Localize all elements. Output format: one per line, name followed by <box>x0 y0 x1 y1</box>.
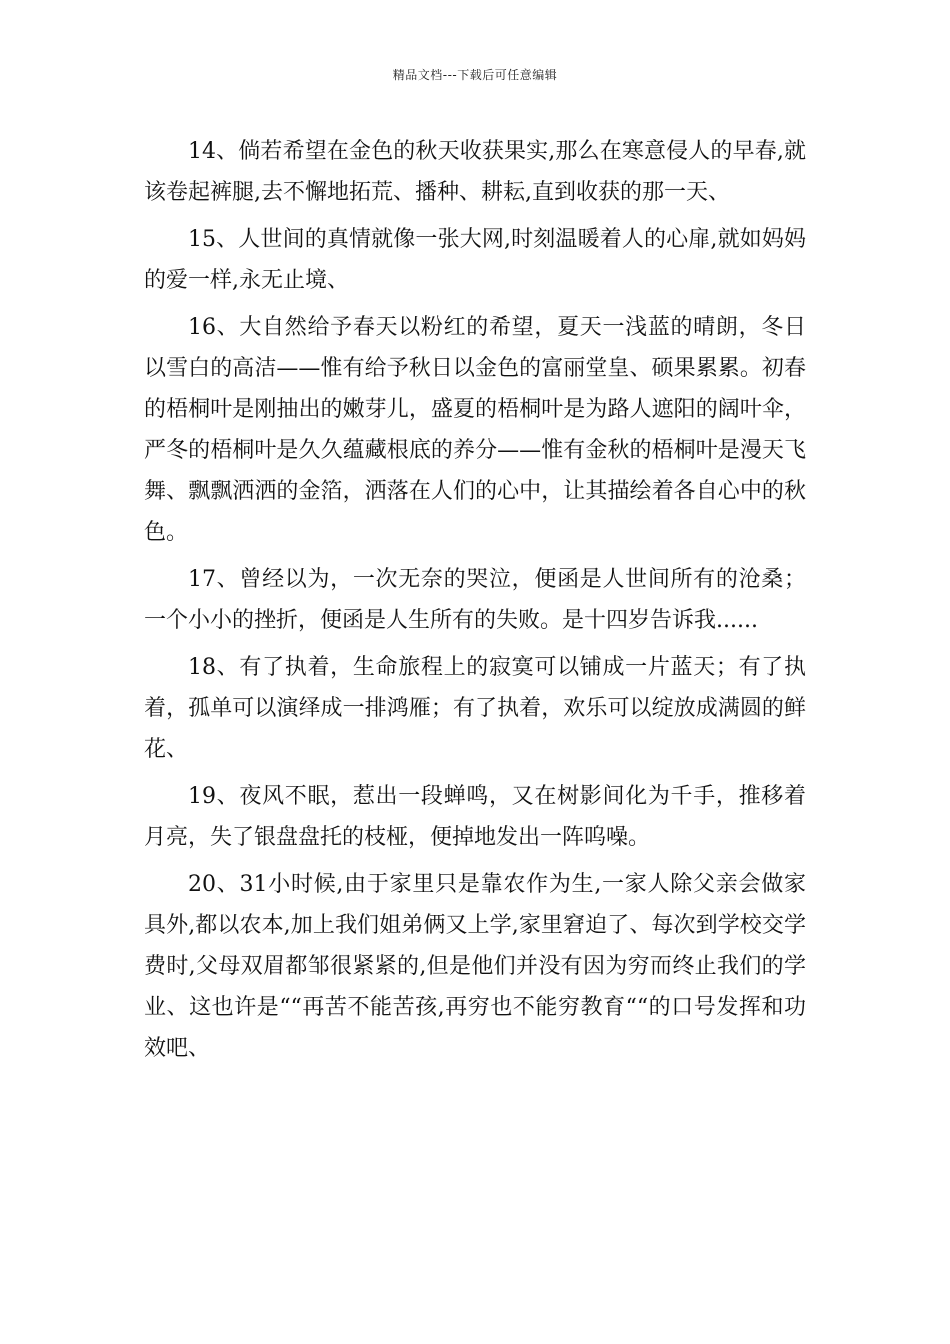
paragraph-17: 17、曾经以为，一次无奈的哭泣，便函是人世间所有的沧桑；一个小小的挫折，便函是人生所有的失败。是十四岁告诉我...... <box>144 567 806 633</box>
paragraph-20: 20、31小时候,由于家里只是靠农作为生,一家人除父亲会做家具外,都以农本,加上我们姐弟俩又上学,家里窘迫了、每次到学校交学费时,父母双眉都邹很紧紧的,但是他们并没有因为穷而终止我们的学业、这也许是““再苦不能苦孩,再穷也不能穷教育““的口号发挥和功效吧、 <box>144 872 806 1061</box>
page-header: 精品文档---下载后可任意编辑 <box>392 68 558 82</box>
paragraph-14: 14、倘若希望在金色的秋天收获果实,那么在寒意侵人的早春,就该卷起裤腿,去不懈地拓荒、播种、耕耘,直到收获的那一天、 <box>144 139 806 205</box>
paragraph-16: 16、大自然给予春天以粉红的希望，夏天一浅蓝的晴朗，冬日以雪白的高洁——惟有给予秋日以金色的富丽堂皇、硕果累累。初春的梧桐叶是刚抽出的嫩芽儿，盛夏的梧桐叶是为路人遮阳的阔叶伞，严冬的梧桐叶是久久蕴藏根底的养分——惟有金秋的梧桐叶是漫天飞舞、飘飘洒洒的金箔，洒落在人们的心中，让其描绘着各自心中的秋色。 <box>144 315 806 545</box>
document-body <box>144 131 806 1075</box>
paragraph-18: 18、有了执着，生命旅程上的寂寞可以铺成一片蓝天；有了执着，孤单可以演绎成一排鸿雁；有了执着，欢乐可以绽放成满圆的鲜花、 <box>144 655 806 762</box>
paragraph-15: 15、人世间的真情就像一张大网,时刻温暖着人的心扉,就如妈妈的爱一样,永无止境、 <box>144 227 806 293</box>
paragraph-19: 19、夜风不眠，惹出一段蝉鸣，又在树影间化为千手，推移着月亮，失了银盘盘托的枝桠，便掉地发出一阵呜噪。 <box>144 784 806 850</box>
